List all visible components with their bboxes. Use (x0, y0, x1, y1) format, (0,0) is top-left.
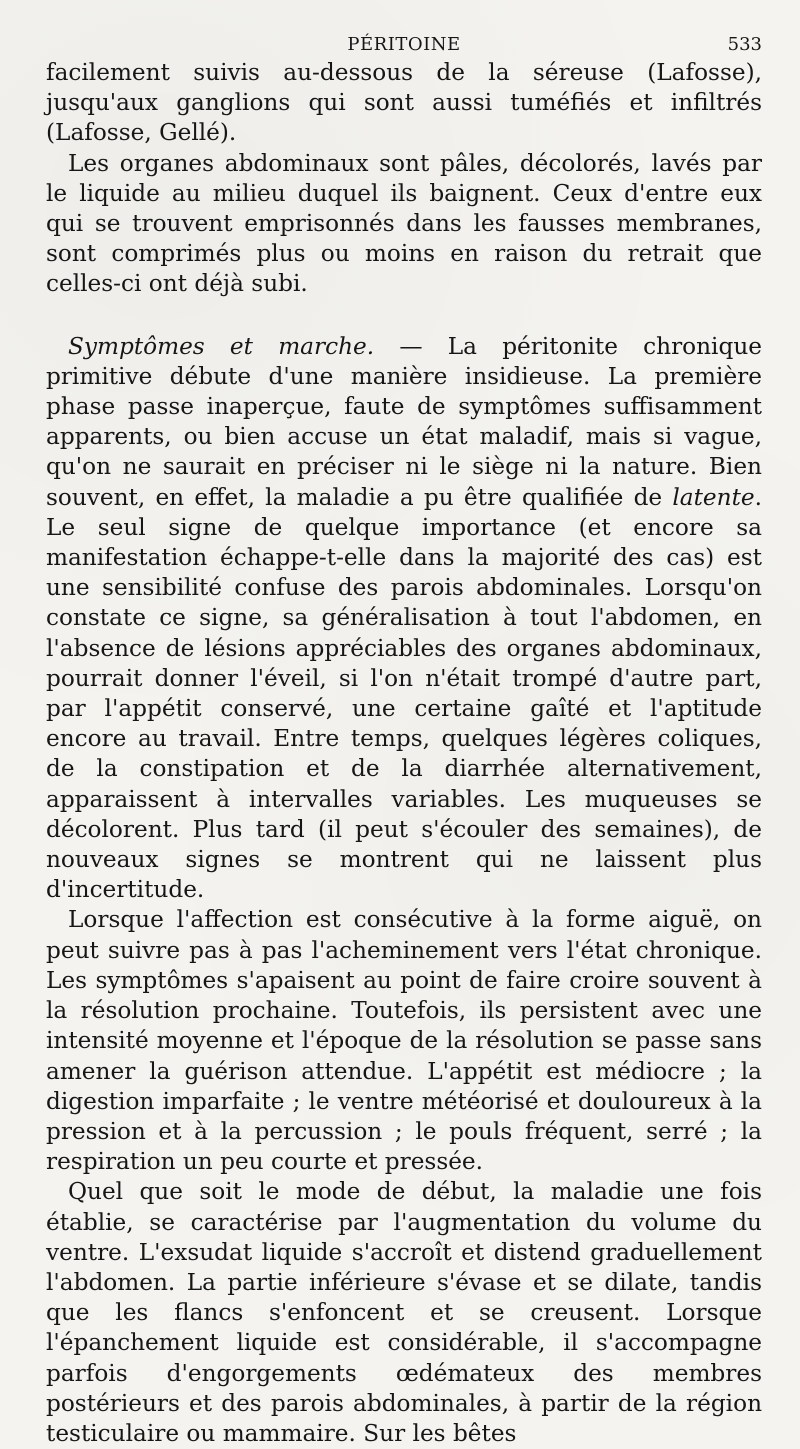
paragraph: facilement suivis au-dessous de la séreuse (Lafosse), jusqu'aux ganglions qui sont aussi tuméfiés et infiltrés (Lafosse, Gellé). (46, 59, 762, 147)
paragraph-text: — La péritonite chronique primitive débute d'une manière insidieuse. La première phase passe inaperçue, faute de symptômes suffisamment apparents, ou bien accuse un état maladif, mais si vague, qu'on ne saurait en préciser ni le siège ni la nature. Bien souvent, en effet, la maladie a pu être qualifiée de (46, 332, 762, 511)
page-number: 533 (727, 34, 762, 55)
paragraph (46, 332, 762, 906)
body-text (46, 58, 762, 1449)
paragraph: Les organes abdominaux sont pâles, décolorés, lavés par le liquide au milieu duquel ils baignent. Ceux d'entre eux qui se trouvent emprisonnés dans les fausses membranes, sont comprimés plus ou moins en raison du retrait que celles-ci ont déjà subi. (46, 149, 762, 298)
paragraph-text: . Le seul signe de quelque importance (et encore sa manifestation échappe-t-elle dans la majorité des cas) est une sensibilité confuse des parois abdominales. Lorsqu'on constate ce signe, sa généralisation à tout l'abdomen, en l'absence de lésions appréciables des organes abdominaux, pourrait donner l'éveil, si l'on n'était trompé d'autre part, par l'appétit conservé, une certaine gaîté et l'aptitude encore au travail. Entre temps, quelques légères coliques, de la constipation et de la diarrhée alternativement, apparaissent à intervalles variables. Les muqueuses se décolorent. Plus tard (il peut s'écouler des semaines), de nouveaux signes se montrent qui ne laissent plus d'incertitude. (46, 483, 762, 904)
running-title: PÉRITOINE (347, 34, 461, 55)
emphasis-term: latente (672, 483, 755, 511)
section-gap (46, 300, 762, 332)
section-heading: Symptômes et marche. (68, 332, 375, 360)
paragraph: Lorsque l'affection est consécutive à la forme aiguë, on peut suivre pas à pas l'acheminement vers l'état chronique. Les symptômes s'apaisent au point de faire croire souvent à la résolution prochaine. Toutefois, ils persistent avec une intensité moyenne et l'époque de la résolution se passe sans amener la guérison attendue. L'appétit est médiocre ; la digestion imparfaite ; le ventre météorisé et douloureux à la pression et à la percussion ; le pouls fréquent, serré ; la respiration un peu courte et pressée. (46, 906, 762, 1176)
page-header (46, 28, 762, 58)
paragraph: Quel que soit le mode de début, la maladie une fois établie, se caractérise par l'augmentation du volume du ventre. L'exsudat liquide s'accroît et distend graduellement l'abdomen. La partie inférieure s'évase et se dilate, tandis que les flancs s'enfoncent et se creusent. Lorsque l'épanchement liquide est considérable, il s'accompagne parfois d'engorgements œdémateux des membres postérieurs et des parois abdominales, à partir de la région testiculaire ou mammaire. Sur les bêtes (46, 1178, 762, 1447)
